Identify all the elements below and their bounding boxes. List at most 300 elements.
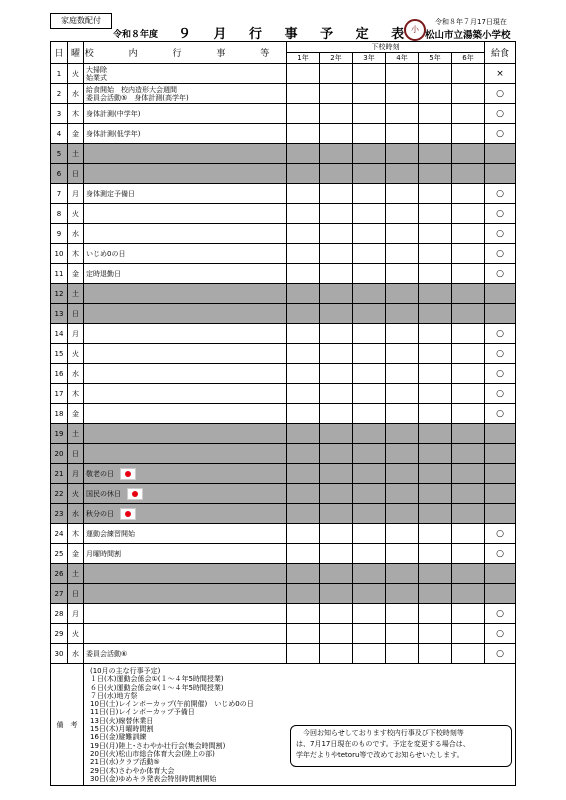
day-of-week: 月 (68, 604, 84, 624)
day-header: 日 (51, 42, 68, 64)
day-of-week: 火 (68, 484, 84, 504)
dismissal-time-cell (320, 584, 353, 604)
remarks-line: 30日(金)ゆめキラ発表会特別時間割開始 (90, 774, 217, 783)
dismissal-time-cell (452, 224, 485, 244)
day-number: 28 (51, 604, 68, 624)
japan-flag-icon (120, 508, 136, 520)
day-of-week: 月 (68, 184, 84, 204)
day-of-week: 土 (68, 564, 84, 584)
dismissal-header: 下校時刻 (287, 42, 485, 53)
dismissal-time-cell (320, 284, 353, 304)
lunch-cell: ○ (485, 184, 516, 204)
event-cell (84, 244, 287, 264)
dismissal-time-cell (452, 464, 485, 484)
dismissal-time-cell (419, 544, 452, 564)
dismissal-time-cell (386, 264, 419, 284)
schedule-body (51, 64, 516, 664)
dismissal-time-cell (287, 224, 320, 244)
notice-line: 学年だよりやtetoru等で改めてお知らせいたします。 (296, 751, 464, 759)
day-of-week: 水 (68, 644, 84, 664)
dismissal-time-cell (287, 104, 320, 124)
event-text: 大掃除 (86, 65, 107, 74)
lunch-header: 給食 (485, 42, 516, 64)
dismissal-time-cell (353, 124, 386, 144)
table-row (51, 204, 516, 224)
dismissal-time-cell (287, 424, 320, 444)
lunch-cell (485, 564, 516, 584)
remarks-label: 備 考 (51, 664, 84, 786)
dismissal-time-cell (452, 524, 485, 544)
table-row (51, 364, 516, 384)
dismissal-time-cell (386, 444, 419, 464)
dismissal-time-cell (353, 604, 386, 624)
dismissal-time-cell (287, 344, 320, 364)
day-of-week: 水 (68, 224, 84, 244)
dismissal-time-cell (287, 164, 320, 184)
dismissal-time-cell (452, 544, 485, 564)
day-of-week: 火 (68, 344, 84, 364)
table-row (51, 584, 516, 604)
event-cell (84, 384, 287, 404)
notice-line: は、7月17日現在のものです。予定を変更する場合は、 (296, 740, 470, 748)
event-cell (84, 304, 287, 324)
day-of-week: 土 (68, 284, 84, 304)
dismissal-time-cell (452, 384, 485, 404)
event-cell (84, 184, 287, 204)
day-number: 13 (51, 304, 68, 324)
dismissal-time-cell (386, 224, 419, 244)
dismissal-time-cell (386, 604, 419, 624)
lunch-cell (485, 144, 516, 164)
dismissal-time-cell (386, 364, 419, 384)
grade-header: 2年 (320, 53, 353, 64)
remarks-line: １日(木)運動会係会①(１～４年5時間授業) (90, 675, 224, 684)
event-cell (84, 544, 287, 564)
dismissal-time-cell (452, 124, 485, 144)
remarks-line: 16日(金)避難訓練 (90, 733, 147, 742)
dismissal-time-cell (386, 164, 419, 184)
dismissal-time-cell (419, 84, 452, 104)
dismissal-time-cell (386, 624, 419, 644)
dismissal-time-cell (287, 444, 320, 464)
lunch-cell: ○ (485, 324, 516, 344)
remarks-line: 15日(木)月曜時間割 (90, 725, 154, 734)
dismissal-time-cell (386, 644, 419, 664)
dismissal-time-cell (386, 324, 419, 344)
event-cell (84, 464, 287, 484)
dismissal-time-cell (287, 184, 320, 204)
day-number: 1 (51, 64, 68, 84)
dismissal-time-cell (419, 384, 452, 404)
dismissal-time-cell (320, 404, 353, 424)
lunch-cell (485, 284, 516, 304)
lunch-cell: ○ (485, 84, 516, 104)
dismissal-time-cell (386, 184, 419, 204)
dismissal-time-cell (452, 624, 485, 644)
event-cell (84, 524, 287, 544)
dismissal-time-cell (452, 104, 485, 124)
event-cell (84, 584, 287, 604)
dismissal-time-cell (386, 244, 419, 264)
day-number: 10 (51, 244, 68, 264)
dismissal-time-cell (419, 524, 452, 544)
table-row (51, 84, 516, 104)
dismissal-time-cell (386, 64, 419, 84)
japan-flag-icon (127, 488, 143, 500)
event-cell (84, 404, 287, 424)
table-row (51, 124, 516, 144)
dismissal-time-cell (320, 604, 353, 624)
event-text: 定時退勤日 (86, 269, 121, 278)
dismissal-time-cell (287, 584, 320, 604)
table-row (51, 544, 516, 564)
dismissal-time-cell (287, 64, 320, 84)
lunch-cell: ○ (485, 384, 516, 404)
dismissal-time-cell (452, 364, 485, 384)
dismissal-time-cell (287, 284, 320, 304)
dismissal-time-cell (419, 264, 452, 284)
dismissal-time-cell (419, 204, 452, 224)
dismissal-time-cell (353, 84, 386, 104)
day-of-week: 木 (68, 524, 84, 544)
dismissal-time-cell (386, 384, 419, 404)
dismissal-time-cell (320, 264, 353, 284)
dismissal-time-cell (419, 364, 452, 384)
event-cell (84, 124, 287, 144)
dismissal-time-cell (386, 484, 419, 504)
table-row (51, 444, 516, 464)
grade-header: 6年 (452, 53, 485, 64)
dismissal-time-cell (386, 564, 419, 584)
dismissal-time-cell (386, 204, 419, 224)
remarks-line: 19日(月)陸上･さわやか壮行会(集会時間割) (90, 741, 226, 750)
year-label: 令和８年度 (113, 30, 159, 40)
table-row (51, 424, 516, 444)
dismissal-time-cell (419, 484, 452, 504)
day-number: 2 (51, 84, 68, 104)
dismissal-time-cell (419, 584, 452, 604)
dismissal-time-cell (320, 204, 353, 224)
dismissal-time-cell (353, 204, 386, 224)
table-row (51, 624, 516, 644)
day-number: 3 (51, 104, 68, 124)
dismissal-time-cell (452, 584, 485, 604)
dismissal-time-cell (452, 144, 485, 164)
dismissal-time-cell (287, 484, 320, 504)
day-of-week: 月 (68, 324, 84, 344)
lunch-cell: ○ (485, 344, 516, 364)
table-row (51, 504, 516, 524)
day-number: 19 (51, 424, 68, 444)
dismissal-time-cell (386, 544, 419, 564)
lunch-cell: ○ (485, 264, 516, 284)
dismissal-time-cell (320, 304, 353, 324)
dismissal-time-cell (353, 564, 386, 584)
table-row (51, 604, 516, 624)
dismissal-time-cell (353, 424, 386, 444)
event-cell (84, 504, 287, 524)
school-emblem-icon: 小 (404, 19, 426, 41)
lunch-cell (485, 484, 516, 504)
dismissal-time-cell (287, 144, 320, 164)
dismissal-time-cell (419, 164, 452, 184)
day-number: 11 (51, 264, 68, 284)
dismissal-time-cell (452, 324, 485, 344)
events-header: 校 内 行 事 等 (84, 42, 287, 64)
day-of-week: 木 (68, 244, 84, 264)
event-text: 月曜時間割 (86, 549, 121, 558)
dismissal-time-cell (419, 644, 452, 664)
dismissal-time-cell (452, 344, 485, 364)
remarks-line: (10月の主な行事予定) (90, 667, 161, 675)
dismissal-time-cell (452, 404, 485, 424)
dismissal-time-cell (353, 624, 386, 644)
dismissal-time-cell (320, 524, 353, 544)
remarks-line: 11日(日)レインボーカップ予備日 (90, 708, 195, 717)
lunch-cell: ○ (485, 604, 516, 624)
dismissal-time-cell (386, 144, 419, 164)
dismissal-time-cell (353, 184, 386, 204)
dismissal-time-cell (452, 64, 485, 84)
event-text: 身体計測(中学年) (86, 109, 141, 118)
table-row (51, 224, 516, 244)
lunch-cell: ○ (485, 524, 516, 544)
event-text: 秋分の日 (86, 509, 114, 518)
dismissal-time-cell (287, 264, 320, 284)
dismissal-time-cell (386, 124, 419, 144)
day-of-week: 火 (68, 64, 84, 84)
dismissal-time-cell (353, 144, 386, 164)
dismissal-time-cell (320, 504, 353, 524)
dismissal-time-cell (419, 124, 452, 144)
dismissal-time-cell (419, 564, 452, 584)
day-number: 26 (51, 564, 68, 584)
dismissal-time-cell (353, 64, 386, 84)
table-row (51, 404, 516, 424)
event-text: 委員会活動⑥ (86, 649, 128, 658)
dismissal-time-cell (452, 304, 485, 324)
table-row (51, 484, 516, 504)
dismissal-time-cell (419, 404, 452, 424)
dismissal-time-cell (287, 124, 320, 144)
lunch-cell: ○ (485, 224, 516, 244)
table-row (51, 184, 516, 204)
event-cell (84, 284, 287, 304)
japan-flag-icon (120, 468, 136, 480)
table-row (51, 244, 516, 264)
dismissal-time-cell (320, 484, 353, 504)
dismissal-time-cell (386, 464, 419, 484)
dismissal-time-cell (419, 464, 452, 484)
dismissal-time-cell (320, 564, 353, 584)
dismissal-time-cell (320, 104, 353, 124)
dismissal-time-cell (320, 344, 353, 364)
dismissal-time-cell (320, 84, 353, 104)
dismissal-time-cell (452, 84, 485, 104)
dismissal-time-cell (452, 444, 485, 464)
dismissal-time-cell (353, 364, 386, 384)
school-name: 松山市立湯築小学校 (425, 30, 511, 41)
event-cell (84, 104, 287, 124)
dismissal-time-cell (386, 404, 419, 424)
dismissal-time-cell (386, 504, 419, 524)
dismissal-time-cell (287, 524, 320, 544)
table-row (51, 64, 516, 84)
day-of-week: 日 (68, 304, 84, 324)
dismissal-time-cell (287, 504, 320, 524)
dismissal-time-cell (320, 384, 353, 404)
table-row (51, 304, 516, 324)
dismissal-time-cell (353, 404, 386, 424)
day-of-week: 土 (68, 144, 84, 164)
dismissal-time-cell (452, 264, 485, 284)
day-number: 12 (51, 284, 68, 304)
dismissal-time-cell (386, 344, 419, 364)
dismissal-time-cell (287, 384, 320, 404)
table-row (51, 344, 516, 364)
dismissal-time-cell (452, 424, 485, 444)
grade-header: 3年 (353, 53, 386, 64)
event-text: 身体計測(低学年) (86, 129, 141, 138)
dismissal-time-cell (419, 324, 452, 344)
grade-header: 5年 (419, 53, 452, 64)
event-text: 国民の休日 (86, 489, 121, 498)
dismissal-time-cell (419, 604, 452, 624)
dismissal-time-cell (287, 604, 320, 624)
event-cell (84, 344, 287, 364)
dismissal-time-cell (320, 164, 353, 184)
dismissal-time-cell (320, 624, 353, 644)
dismissal-time-cell (287, 204, 320, 224)
day-number: 17 (51, 384, 68, 404)
dismissal-time-cell (353, 524, 386, 544)
day-of-week: 日 (68, 444, 84, 464)
dismissal-time-cell (287, 304, 320, 324)
event-text: いじめ0の日 (86, 249, 126, 258)
day-number: 8 (51, 204, 68, 224)
day-number: 25 (51, 544, 68, 564)
day-number: 22 (51, 484, 68, 504)
dismissal-time-cell (287, 84, 320, 104)
event-cell (84, 164, 287, 184)
event-cell (84, 84, 287, 104)
table-row (51, 164, 516, 184)
dismissal-time-cell (320, 544, 353, 564)
lunch-cell: ○ (485, 244, 516, 264)
day-number: 15 (51, 344, 68, 364)
day-of-week: 土 (68, 424, 84, 444)
lunch-cell: ○ (485, 624, 516, 644)
dismissal-time-cell (320, 144, 353, 164)
event-cell (84, 604, 287, 624)
dismissal-time-cell (320, 464, 353, 484)
dismissal-time-cell (353, 284, 386, 304)
day-number: 29 (51, 624, 68, 644)
lunch-cell: ○ (485, 364, 516, 384)
event-cell (84, 144, 287, 164)
table-row (51, 144, 516, 164)
dismissal-time-cell (419, 424, 452, 444)
remarks-line: 29日(木)さわやか体育大会 (90, 766, 175, 775)
dismissal-time-cell (287, 244, 320, 264)
lunch-cell: ○ (485, 644, 516, 664)
dismissal-time-cell (353, 224, 386, 244)
event-cell (84, 484, 287, 504)
grade-header: 4年 (386, 53, 419, 64)
table-row (51, 384, 516, 404)
dismissal-time-cell (287, 464, 320, 484)
dismissal-time-cell (287, 544, 320, 564)
day-number: 9 (51, 224, 68, 244)
dismissal-time-cell (452, 284, 485, 304)
event-text: 運動会練習開始 (86, 529, 135, 538)
dismissal-time-cell (452, 504, 485, 524)
dismissal-time-cell (386, 84, 419, 104)
day-of-week: 火 (68, 624, 84, 644)
dismissal-time-cell (353, 344, 386, 364)
event-cell (84, 324, 287, 344)
lunch-cell (485, 304, 516, 324)
event-text: 始業式 (86, 73, 107, 82)
dismissal-time-cell (353, 444, 386, 464)
lunch-cell (485, 464, 516, 484)
event-cell (84, 204, 287, 224)
day-number: 20 (51, 444, 68, 464)
lunch-cell: ○ (485, 404, 516, 424)
dismissal-time-cell (419, 184, 452, 204)
dismissal-time-cell (353, 504, 386, 524)
event-cell (84, 64, 287, 84)
dismissal-time-cell (452, 184, 485, 204)
lunch-cell: ○ (485, 204, 516, 224)
event-cell (84, 224, 287, 244)
dismissal-time-cell (353, 164, 386, 184)
lunch-cell: ○ (485, 544, 516, 564)
dismissal-time-cell (320, 324, 353, 344)
dismissal-time-cell (287, 364, 320, 384)
dismissal-time-cell (287, 324, 320, 344)
day-of-week: 金 (68, 124, 84, 144)
table-row (51, 644, 516, 664)
day-of-week: 木 (68, 104, 84, 124)
day-of-week: 金 (68, 544, 84, 564)
dismissal-time-cell (419, 64, 452, 84)
dismissal-time-cell (419, 304, 452, 324)
dismissal-time-cell (419, 444, 452, 464)
event-text: 給食開始 校内造形大会週間 (86, 85, 177, 94)
dismissal-time-cell (353, 324, 386, 344)
day-number: 16 (51, 364, 68, 384)
table-row (51, 524, 516, 544)
dismissal-time-cell (353, 584, 386, 604)
day-of-week: 金 (68, 404, 84, 424)
day-number: 23 (51, 504, 68, 524)
day-number: 27 (51, 584, 68, 604)
dow-header: 曜 (68, 42, 84, 64)
event-cell (84, 424, 287, 444)
dismissal-time-cell (419, 284, 452, 304)
dismissal-time-cell (452, 164, 485, 184)
dismissal-time-cell (386, 104, 419, 124)
event-cell (84, 264, 287, 284)
lunch-cell (485, 424, 516, 444)
dismissal-time-cell (452, 604, 485, 624)
event-cell (84, 564, 287, 584)
dismissal-time-cell (353, 384, 386, 404)
day-of-week: 木 (68, 384, 84, 404)
lunch-cell (485, 164, 516, 184)
notice-box (290, 725, 512, 767)
